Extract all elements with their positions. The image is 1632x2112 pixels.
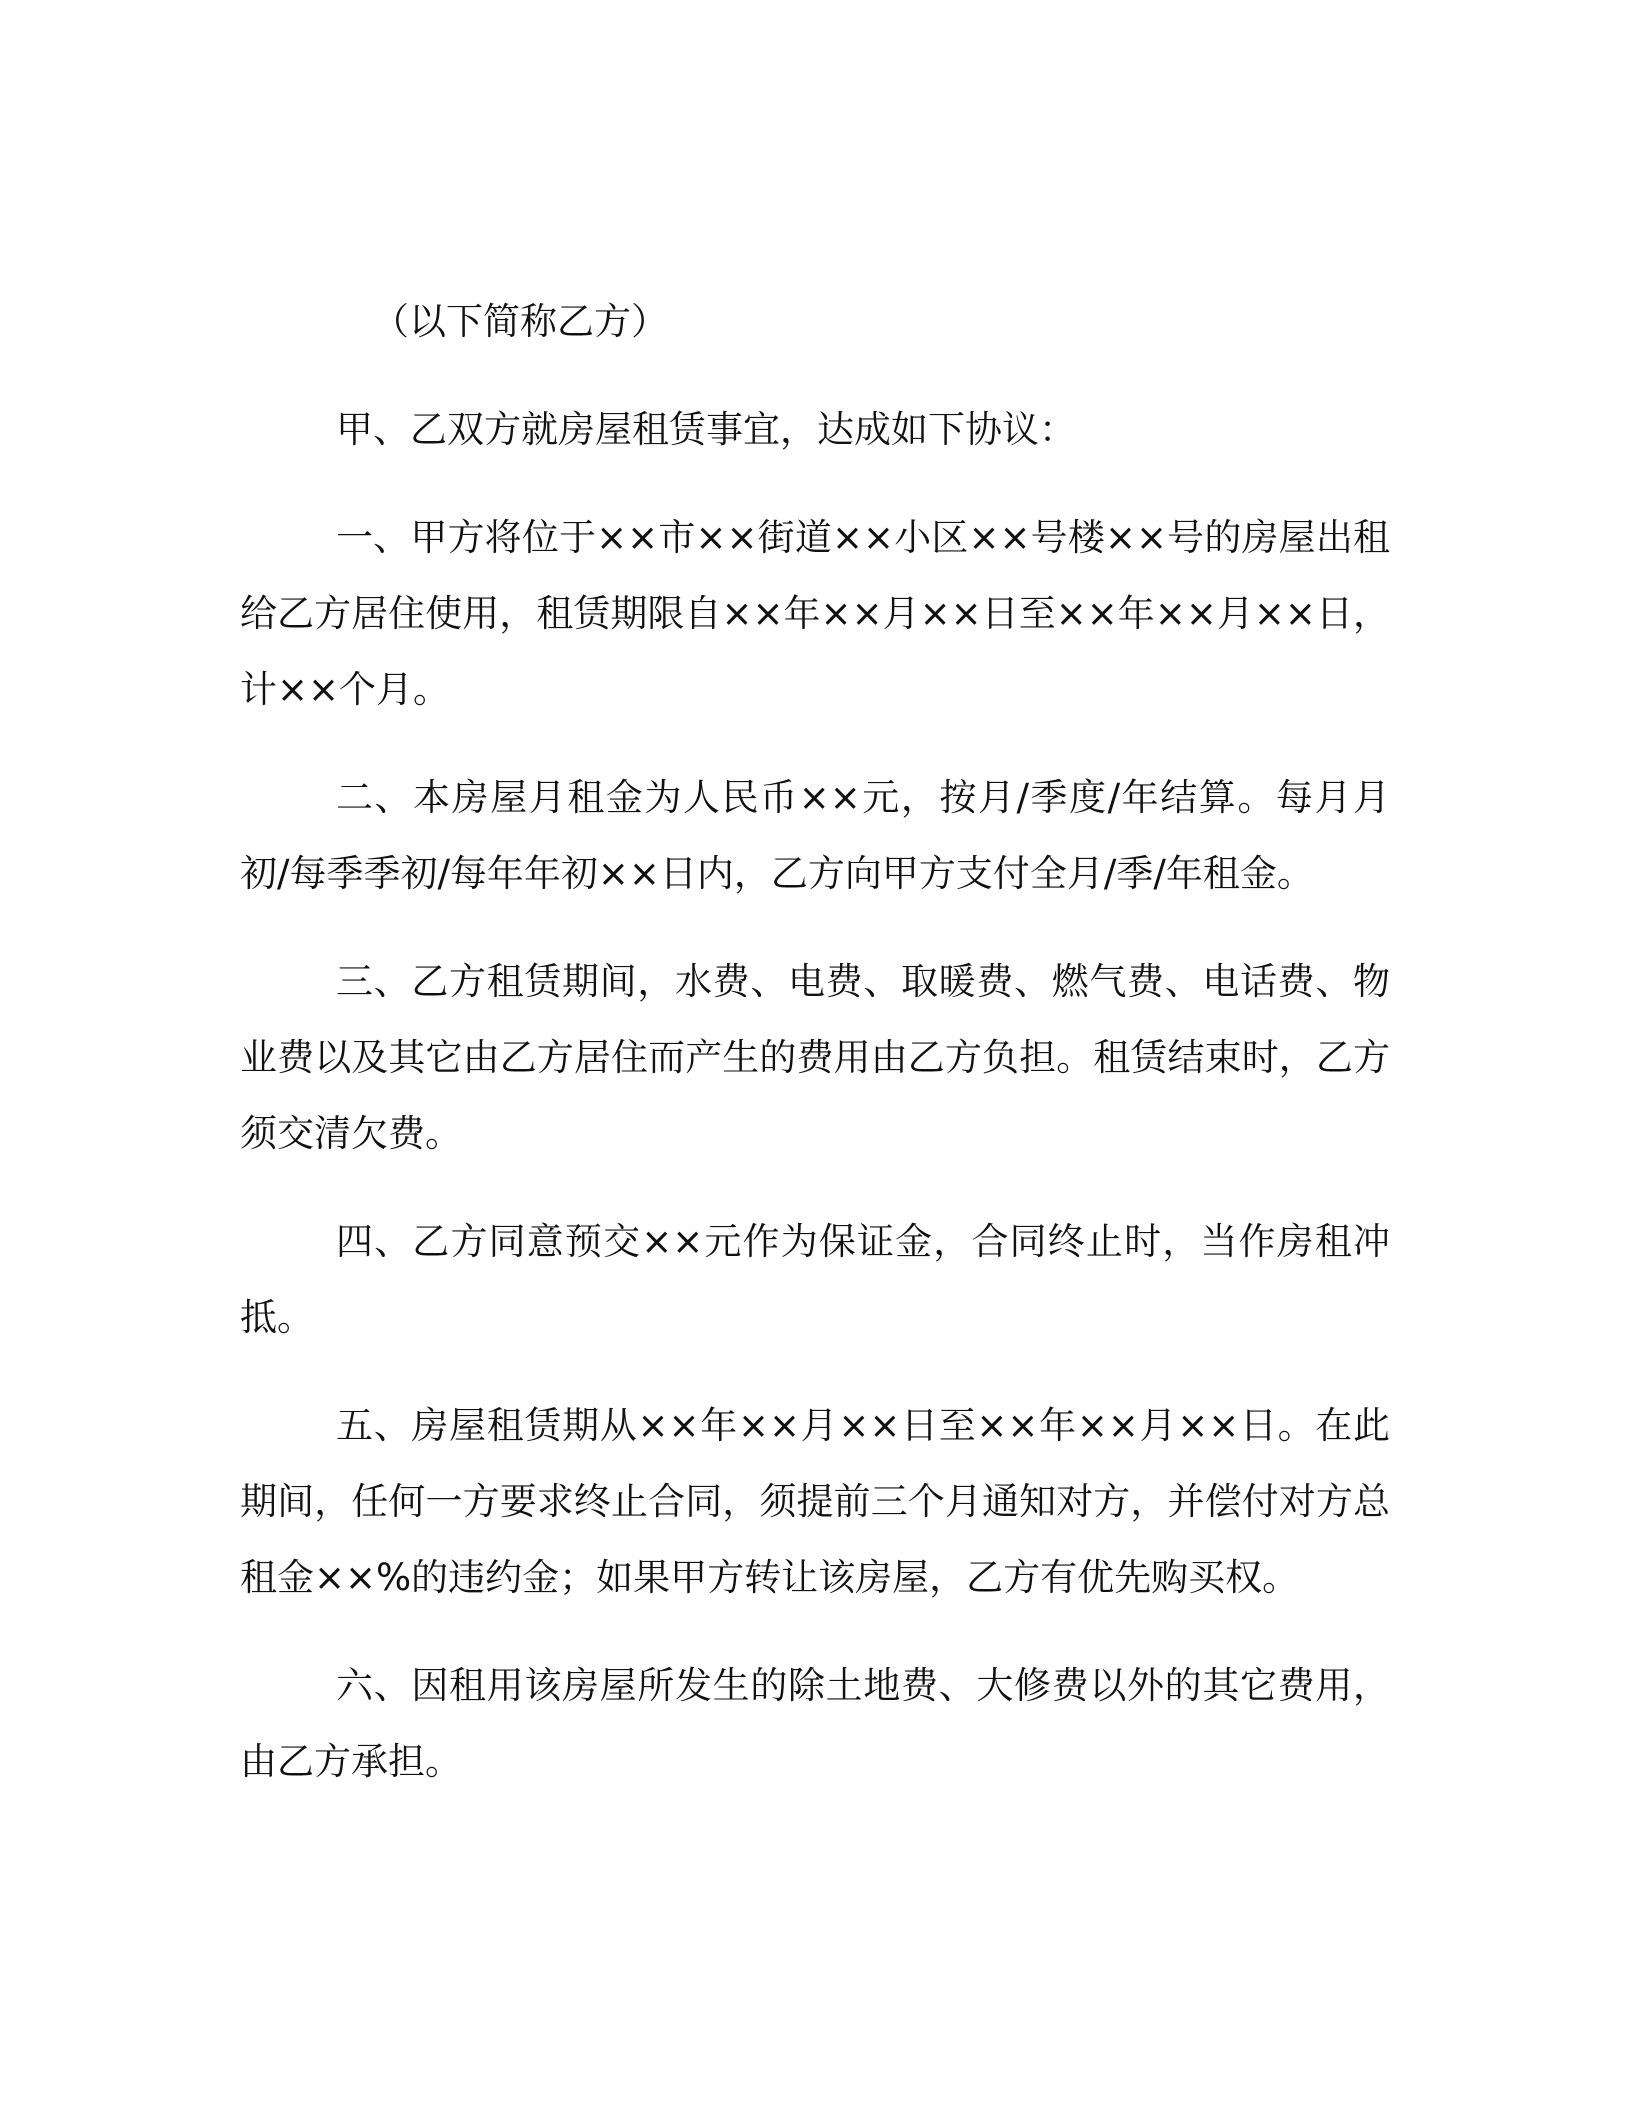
clause-1-lease-term: 一、甲方将位于××市××街道××小区××号楼××号的房屋出租给乙方居住使用，租赁期限自××年××月××日至××年××月××日，计××个月。 xyxy=(240,516,1390,711)
clause-6-other-fees: 六、因租用该房屋所发生的除土地费、大修费以外的其它费用，由乙方承担。 xyxy=(240,1664,1390,1783)
clause-3-utilities: 三、乙方租赁期间，水费、电费、取暖费、燃气费、电话费、物业费以及其它由乙方居住而产生的费用由乙方负担。租赁结束时，乙方须交清欠费。 xyxy=(240,960,1390,1155)
clause-4-deposit: 四、乙方同意预交××元作为保证金，合同终止时，当作房租冲抵。 xyxy=(240,1220,1390,1339)
party-b-note: （以下简称乙方） xyxy=(372,300,668,343)
contract-body xyxy=(240,284,1390,1800)
agreement-intro: 甲、乙双方就房屋租赁事宜，达成如下协议： xyxy=(336,408,1076,451)
clause-5-termination: 五、房屋租赁期从××年××月××日至××年××月××日。在此期间，任何一方要求终止合同，须提前三个月通知对方，并偿付对方总租金××%的违约金；如果甲方转让该房屋，乙方有优先购买权。 xyxy=(240,1404,1390,1599)
clause-2-rent: 二、本房屋月租金为人民币××元，按月/季度/年结算。每月月初/每季季初/每年年初××日内，乙方向甲方支付全月/季/年租金。 xyxy=(240,776,1390,895)
